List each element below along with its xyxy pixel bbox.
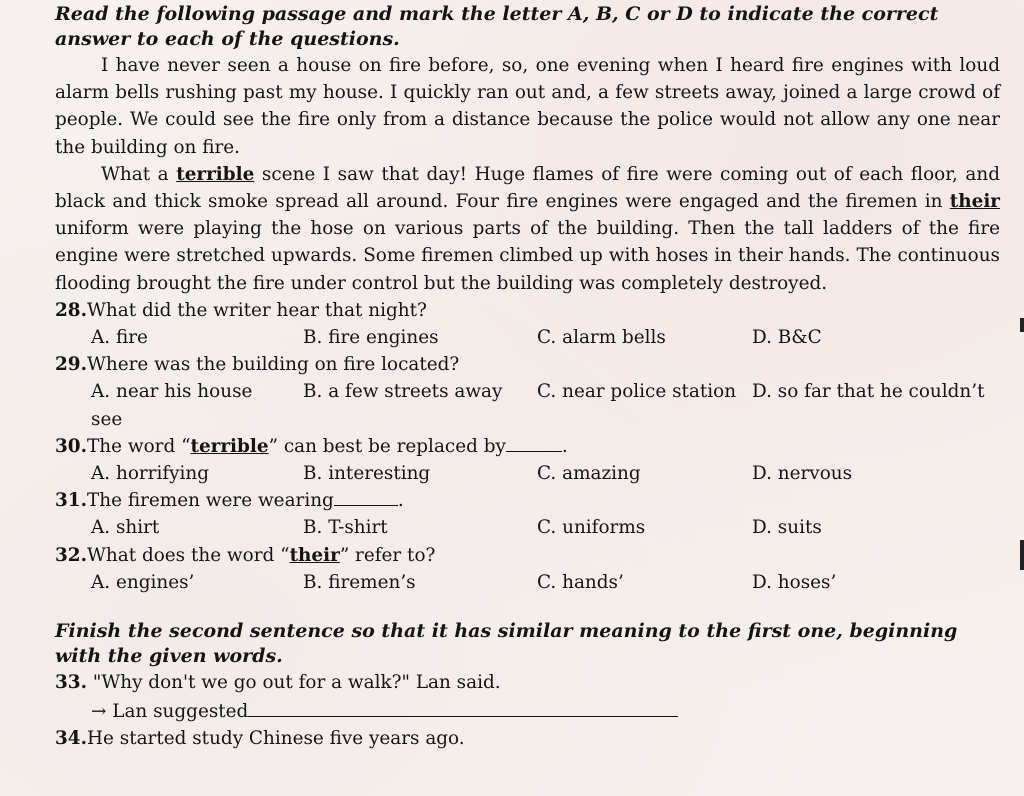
question-29 [55,351,1000,378]
option-b[interactable]: B. a few streets away [303,381,503,403]
reading-instructions: Read the following passage and mark the letter A, B, C or D to indicate the correct answer to each of the questions. [55,3,939,50]
question-28 [55,297,1000,324]
underlined-word-their: their [949,191,1000,213]
option-c[interactable]: C. uniforms [537,517,646,539]
question-text: "Why don't we go out for a walk?" Lan said. [92,672,501,694]
option-b[interactable]: B. interesting [303,463,431,485]
option-d[interactable]: D. hoses’ [752,571,837,593]
question-text: ” can best be replaced by [268,435,506,457]
option-a[interactable]: A. engines’ [91,571,195,593]
option-d[interactable]: D. nervous [752,463,853,485]
rewrite-instructions: Finish the second sentence so that it has similar meaning to the first one, beginning with the given words. [55,620,958,668]
options-30 [55,460,1000,487]
question-31 [55,487,1000,514]
question-text: The firemen were wearing [87,490,334,512]
worksheet-content [55,2,1000,753]
passage-paragraph-1: I have never seen a house on fire before, so, one evening when I heard fire engines with loud alarm bells rushing past my house. I quickly ran out and, a few streets away, joined a large crowd of people. We could see the fire only from a distance because the police would not allow any one near the building on fire. [55,55,1000,158]
question-34 [55,725,1000,752]
options-29-wrap [55,406,1000,433]
option-a[interactable]: A. near his house [91,381,253,403]
question-number: 32. [55,544,87,566]
option-a[interactable]: A. horrifying [91,463,210,485]
option-c[interactable]: C. alarm bells [537,327,666,349]
answer-blank[interactable] [334,487,398,506]
options-28 [55,324,1000,351]
option-b[interactable]: B. firemen’s [303,571,416,593]
underlined-word-terrible: terrible [190,435,269,457]
passage-text: scene I saw that day! Huge flames of fire were coming out of each floor, and black and thick smoke spread all around. Four fire engines were engaged and the firemen in [55,163,1000,213]
passage-text: What a [101,163,177,185]
option-d[interactable]: D. so far that he couldn’t [752,381,985,403]
option-c[interactable]: C. near police station [537,381,737,403]
question-text: What does the word “ [87,544,290,566]
option-a[interactable]: A. fire [91,327,148,349]
question-number: 30. [55,435,87,457]
options-32 [55,569,1000,596]
option-c[interactable]: C. amazing [537,463,641,485]
question-number: 28. [55,299,87,321]
question-30 [55,433,1000,460]
option-c[interactable]: C. hands’ [537,571,624,593]
option-d-continued: see [91,408,123,430]
passage-text: uniform were playing the hose on various parts of the building. Then the tall ladders of the fire engine were stretched upwards. Some firemen climbed up with hoses in their hands. The continuous flooding brought the fire under control but the building was completely destroyed. [55,218,1000,294]
margin-mark [1020,318,1024,332]
options-31 [55,514,1000,541]
rewrite-prompt-33 [55,696,1000,725]
question-32 [55,542,1000,569]
question-number: 34. [55,728,87,750]
underlined-word-terrible: terrible [176,163,255,185]
option-d[interactable]: D. suits [752,517,822,539]
underlined-word-their: their [289,544,340,566]
question-number: 33. [55,672,87,694]
option-a[interactable]: A. shirt [91,517,160,539]
option-b[interactable]: B. fire engines [303,327,439,349]
question-text: The word “ [87,435,191,457]
options-29 [55,378,1000,405]
section-gap [55,596,1000,619]
question-number: 29. [55,354,87,376]
margin-mark [1020,540,1024,570]
question-text: He started study Chinese five years ago. [87,728,465,750]
question-33 [55,669,1000,696]
option-d[interactable]: D. B&C [752,327,822,349]
answer-blank[interactable] [506,433,562,452]
answer-line[interactable] [248,696,678,717]
question-end: . [561,435,568,457]
rewrite-prompt: → Lan suggested [91,701,249,723]
passage-paragraph-2 [55,161,1000,297]
question-number: 31. [55,490,87,512]
question-text: ” refer to? [339,544,436,566]
option-b[interactable]: B. T-shirt [303,517,388,539]
question-text: Where was the building on fire located? [87,354,460,376]
question-text: What did the writer hear that night? [87,299,427,321]
question-end: . [397,490,404,512]
